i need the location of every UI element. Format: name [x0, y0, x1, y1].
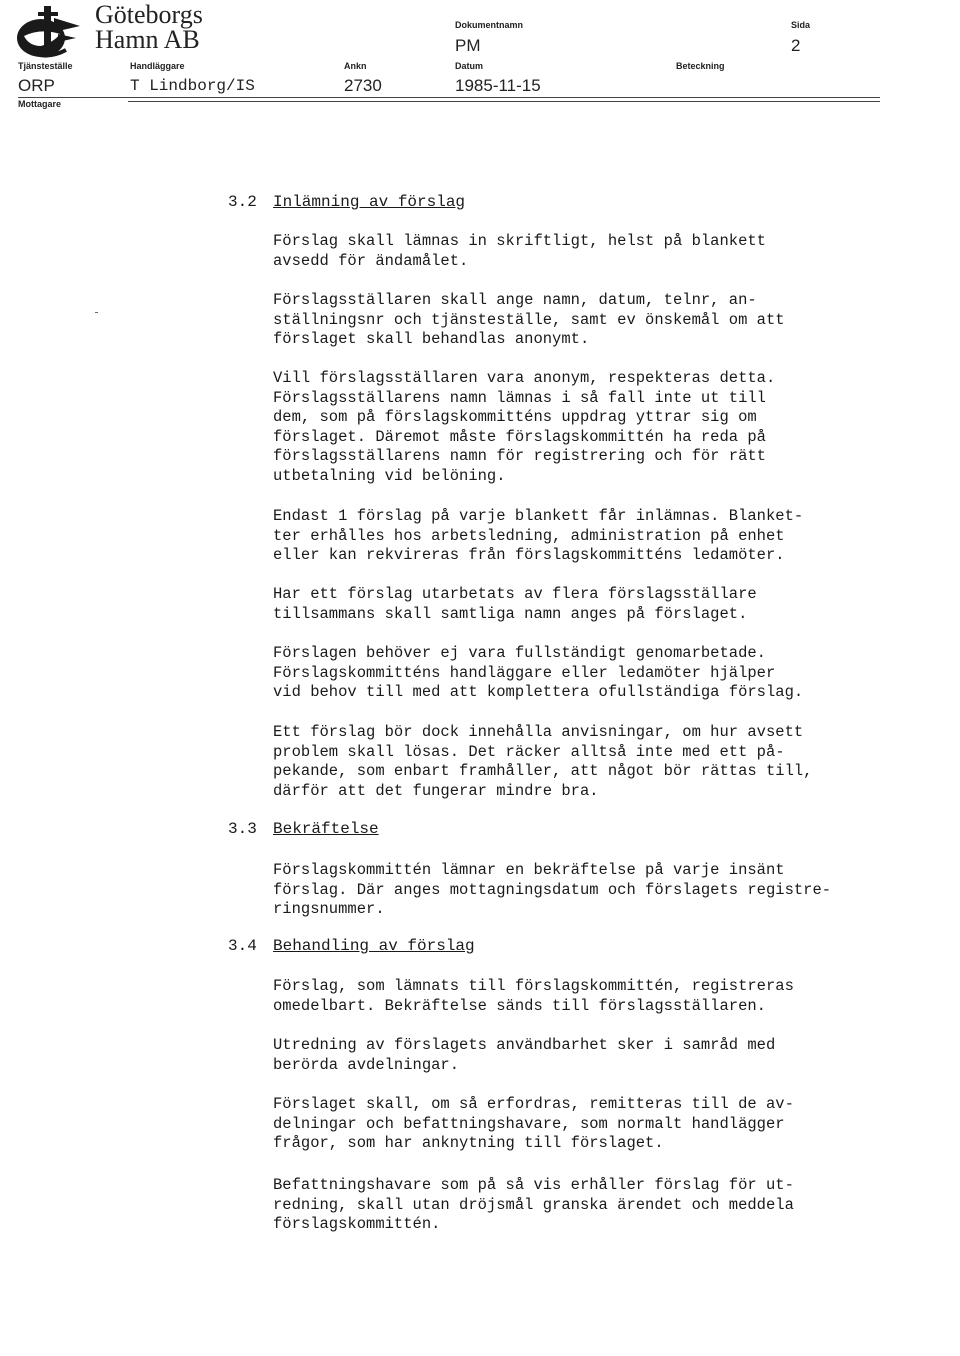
company-logo-icon [14, 2, 84, 62]
paragraph: Endast 1 förslag på varje blankett får inlämnas. Blanket- ter erhålles hos arbetsledning, administration på enhet eller kan rekvireras från förslagskommitténs ledamöter. [273, 507, 804, 564]
value-tjanstestalle: ORP [18, 76, 55, 95]
company-name-line2: Hamn AB [95, 25, 200, 54]
paragraph: Förslag, som lämnats till förslagskommittén, registreras omedelbart. Bekräftelse sänds till förslagsställaren. [273, 977, 794, 1015]
paragraph: Har ett förslag utarbetats av flera förslagsställare tillsammans skall samtliga namn anges på förslaget. [273, 585, 757, 623]
section-number-3-4: 3.4 [228, 937, 257, 955]
scan-speck [95, 312, 98, 313]
paragraph: Förslagsställaren skall ange namn, datum, telnr, an- ställningsnr och tjänsteställe, samt ev önskemål om att förslaget skall behandlas anonymt. [273, 291, 785, 348]
paragraph: Förslagen behöver ej vara fullständigt genomarbetade. Förslagskommitténs handläggare eller ledamöter hjälper vid behov till med att komplettera ofullständiga förslag. [273, 644, 804, 701]
company-name-line1: Göteborgs [95, 0, 203, 29]
value-datum: 1985-11-15 [455, 76, 541, 95]
label-beteckning: Beteckning [676, 61, 725, 71]
paragraph: Förslaget skall, om så erfordras, remitteras till de av- delningar och befattningshavare, som normalt handlägger frågor, som har anknytning till förslaget. [273, 1095, 794, 1152]
label-handlaggare: Handläggare [130, 61, 185, 71]
section-title-3-4: Behandling av förslag [273, 937, 475, 955]
company-name [95, 2, 203, 52]
paragraph: Utredning av förslagets användbarhet sker i samråd med berörda avdelningar. [273, 1036, 776, 1074]
label-mottagare: Mottagare [18, 99, 62, 109]
section-title-3-2: Inlämning av förslag [273, 193, 466, 211]
paragraph: Befattningshavare som på så vis erhåller förslag för ut- redning, skall utan dröjsmål granska ärendet och meddela förslagskommittén. [273, 1176, 794, 1233]
value-page: 2 [791, 36, 801, 55]
section-number-3-2: 3.2 [228, 193, 257, 211]
section-number-3-3: 3.3 [228, 820, 257, 838]
section-title-3-3: Bekräftelse [273, 820, 379, 838]
paragraph: Förslag skall lämnas in skriftligt, helst på blankett avsedd för ändamålet. [273, 232, 766, 270]
paragraph: Vill förslagsställaren vara anonym, respekteras detta. Förslagsställarens namn lämnas i så fall inte ut till dem, som på förslagskommitténs uppdrag yttrar sig om förslaget. Däremot måste förslagskommittén ha reda på förslagsställarens namn för registrering och för rätt utbetalning vid belöning. [273, 369, 776, 485]
paragraph: Förslagskommittén lämnar en bekräftelse på varje insänt förslag. Där anges mottagningsdatum och förslagets registre- ringsnummer. [273, 861, 832, 918]
value-handlaggare: T Lindborg/IS [130, 77, 255, 95]
label-page: Sida [791, 20, 811, 30]
mottagare-line [128, 101, 880, 102]
header-divider [18, 97, 880, 98]
paragraph: Ett förslag bör dock innehålla anvisningar, om hur avsett problem skall lösas. Det räcker alltså inte med ett på- pekande, som enbart framhåller, att något bör rättas till, därför att det fungerar mindre bra. [273, 723, 813, 800]
value-ankn: 2730 [344, 76, 382, 95]
value-doc-name: PM [455, 36, 481, 55]
label-doc-name: Dokumentnamn [455, 20, 524, 30]
label-ankn: Ankn [344, 61, 367, 71]
label-datum: Datum [455, 61, 484, 71]
label-tjanstestalle: Tjänsteställe [18, 61, 73, 71]
